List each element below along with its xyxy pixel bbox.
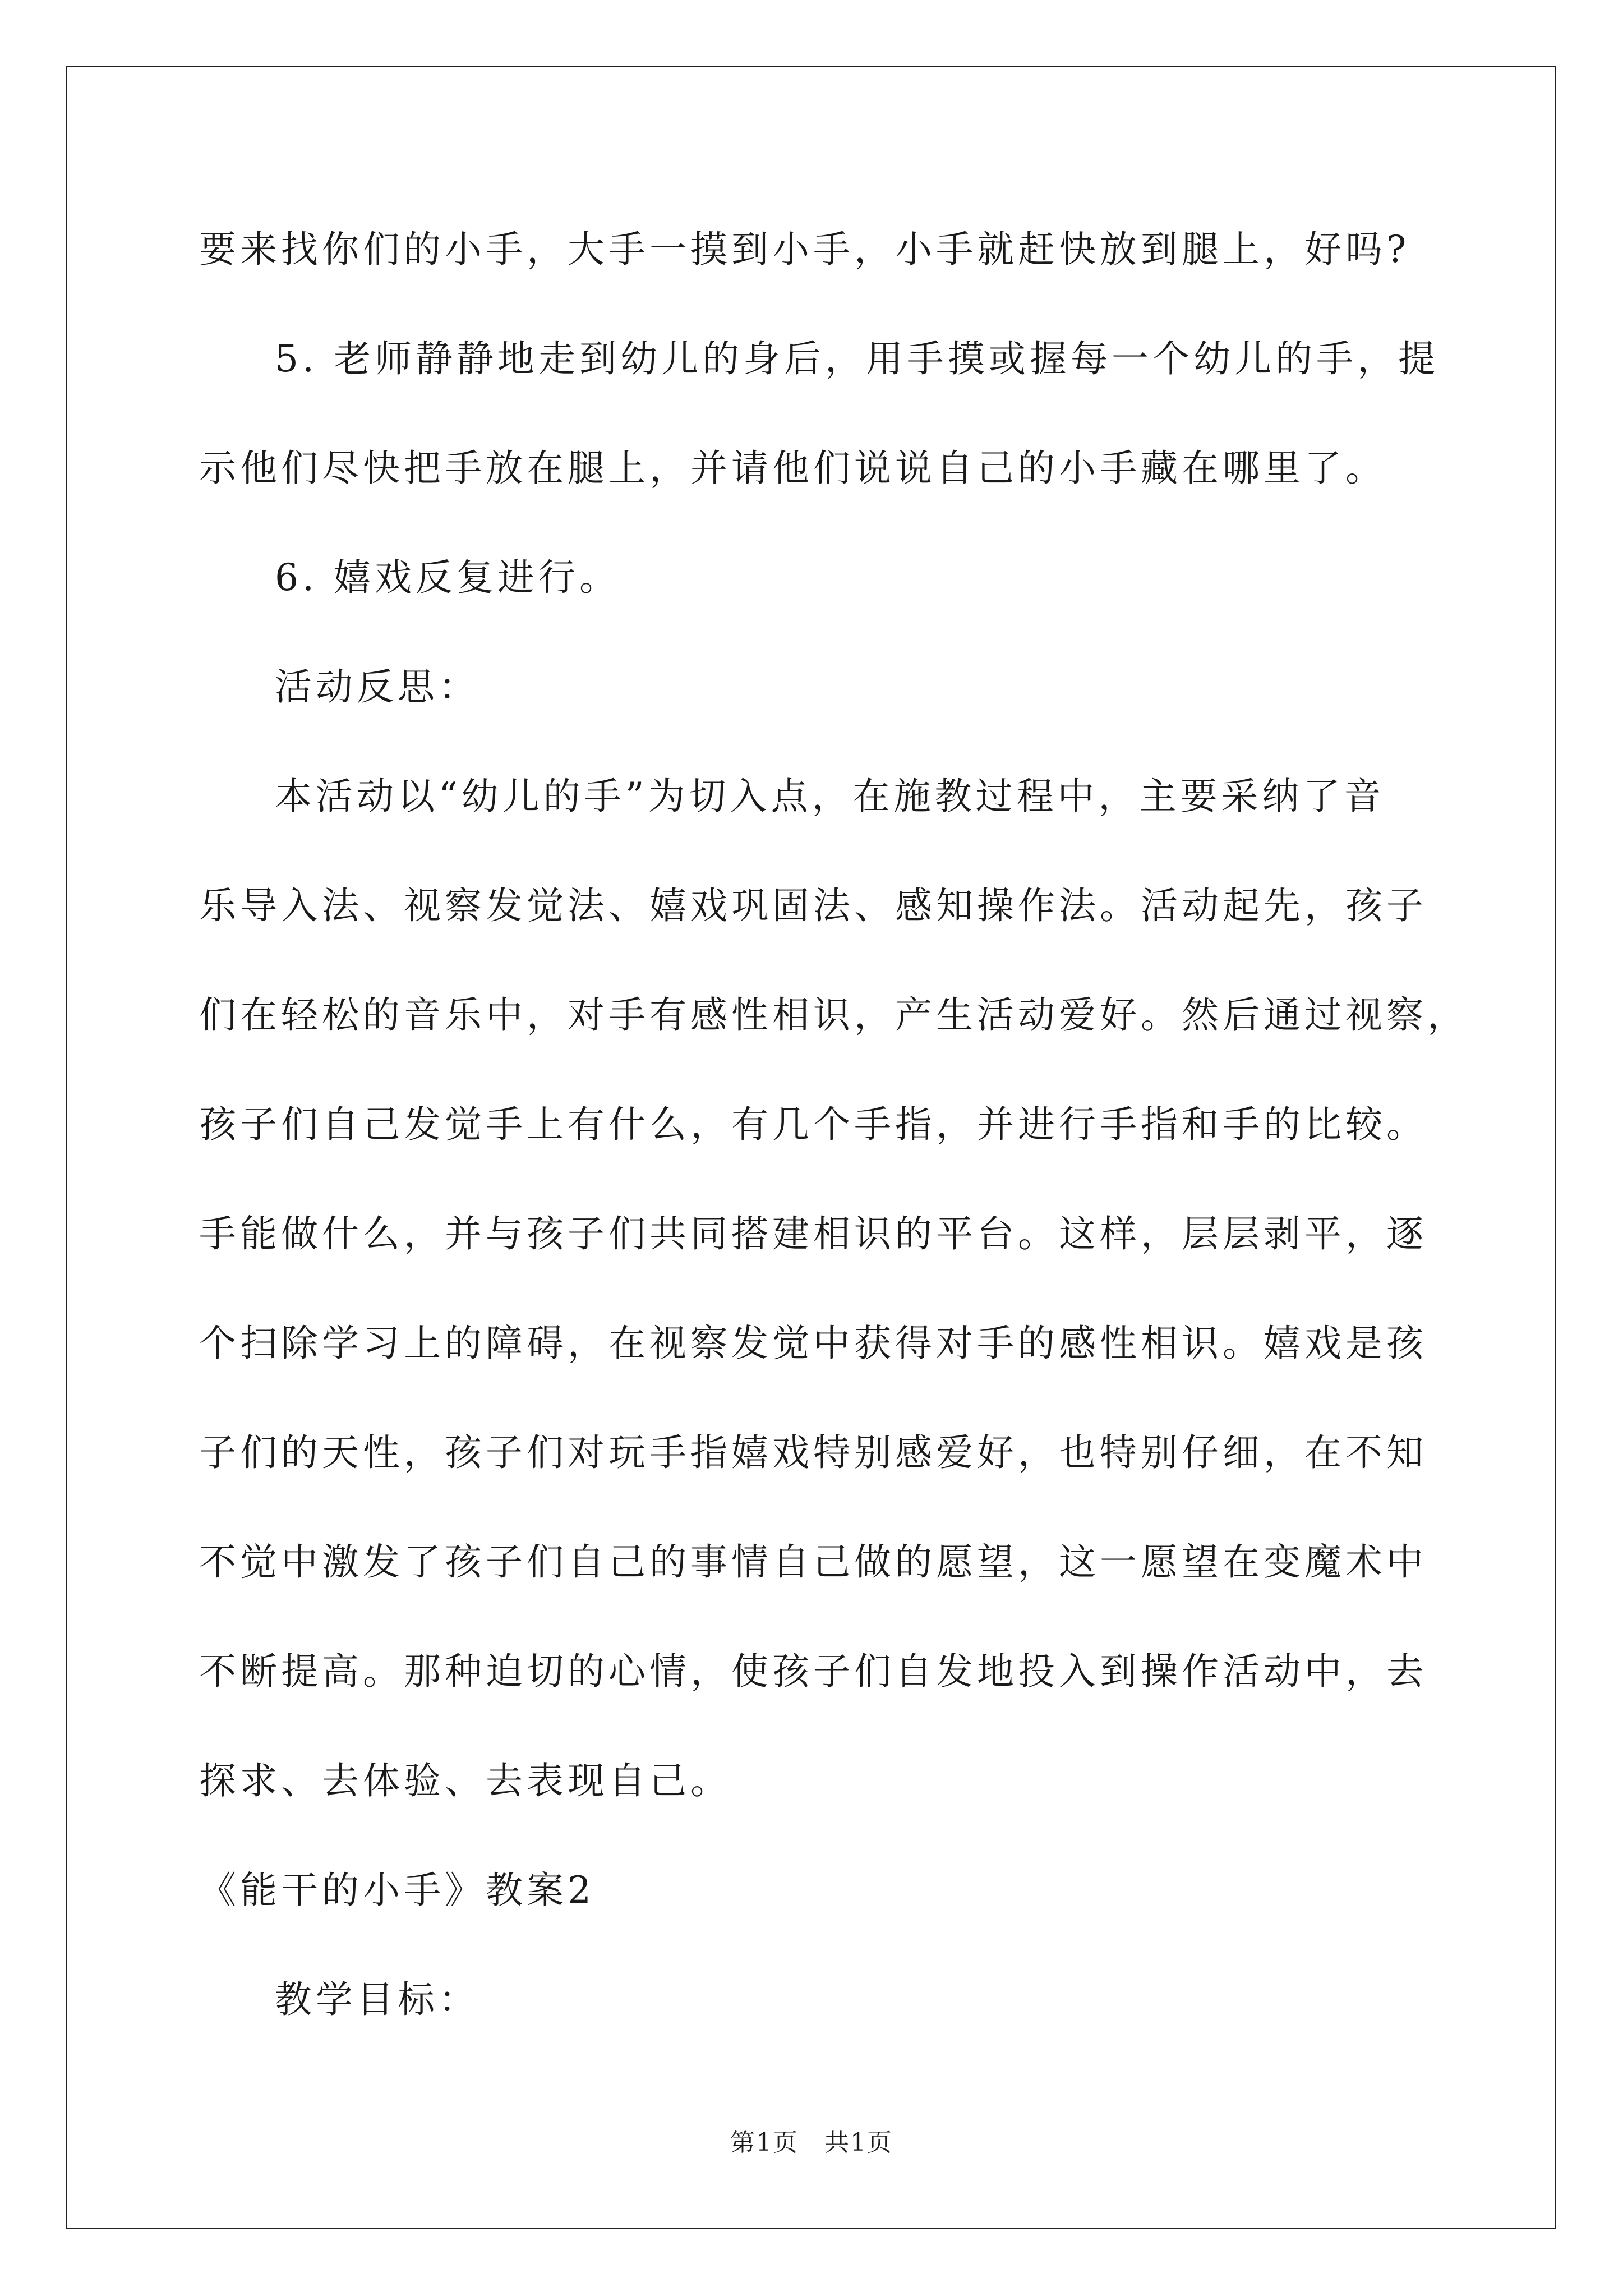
text-line: 乐导入法、视察发觉法、嬉戏巩固法、感知操作法。活动起先，孩子	[199, 884, 1427, 927]
section-heading: 活动反思：	[275, 665, 479, 708]
text-line: 要来找你们的小手，大手一摸到小手，小手就赶快放到腿上，好吗?	[199, 228, 1410, 271]
document-title: 《能干的小手》教案2	[199, 1869, 595, 1912]
text-line: 不断提高。那种迫切的心情，使孩子们自发地投入到操作活动中，去	[199, 1650, 1427, 1693]
text-line: 6. 嬉戏反复进行。	[275, 556, 620, 599]
text-line: 示他们尽快把手放在腿上，并请他们说说自己的小手藏在哪里了。	[199, 447, 1386, 490]
text-line: 们在轻松的音乐中，对手有感性相识，产生活动爱好。然后通过视察，	[199, 993, 1468, 1037]
text-line: 子们的天性，孩子们对玩手指嬉戏特别感爱好，也特别仔细，在不知	[199, 1431, 1427, 1474]
text-line: 手能做什么，并与孩子们共同搭建相识的平台。这样，层层剥平，逐	[199, 1212, 1427, 1255]
text-line: 个扫除学习上的障碍，在视察发觉中获得对手的感性相识。嬉戏是孩	[199, 1322, 1427, 1365]
page-footer: 第1页 共1页	[730, 2128, 893, 2157]
text-line: 本活动以“幼儿的手”为切入点，在施教过程中，主要采纳了音	[275, 775, 1385, 818]
text-line: 孩子们自己发觉手上有什么，有几个手指，并进行手指和手的比较。	[199, 1103, 1427, 1146]
section-heading: 教学目标：	[275, 1978, 479, 2021]
text-line: 探求、去体验、去表现自己。	[199, 1759, 731, 1802]
text-line: 不觉中激发了孩子们自己的事情自己做的愿望，这一愿望在变魔术中	[199, 1540, 1427, 1584]
text-line: 5. 老师静静地走到幼儿的身后，用手摸或握每一个幼儿的手，提	[275, 337, 1439, 380]
